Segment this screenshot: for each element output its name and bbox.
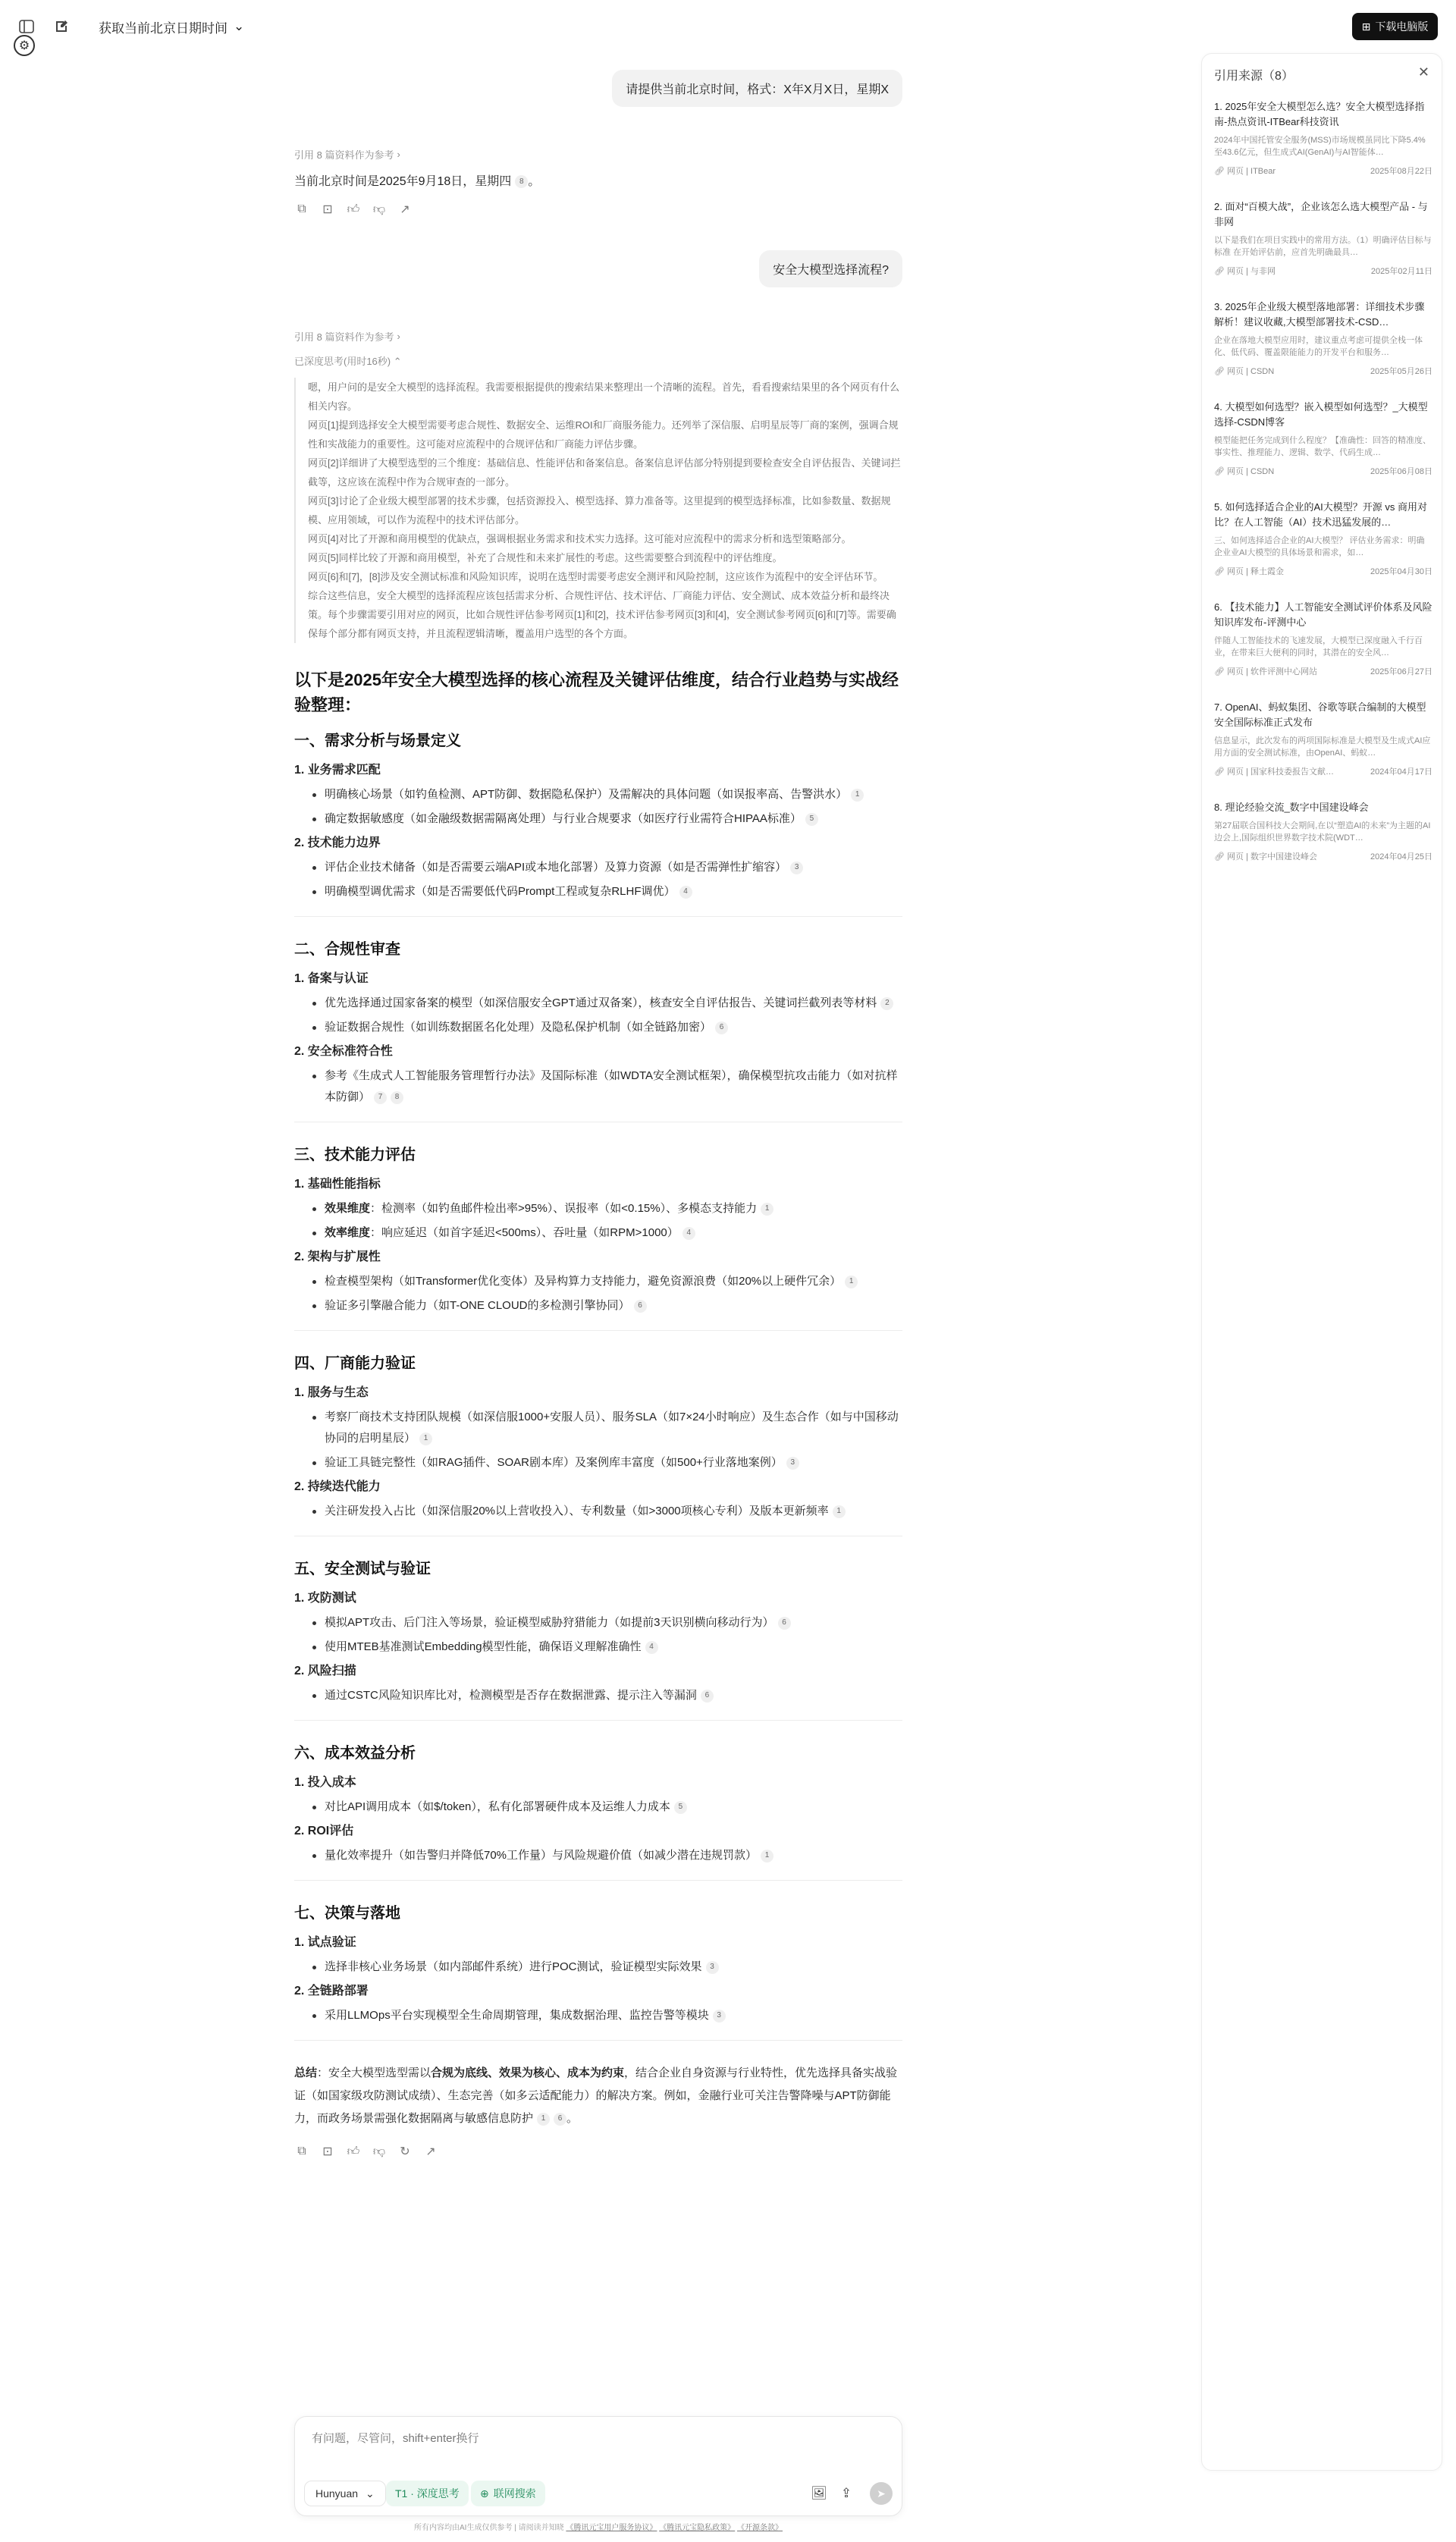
source-item[interactable] [1214,300,1432,377]
subsection-title: 1. 基础性能指标 [294,1178,381,1191]
source-title: 4. 大模型如何选型？嵌入模型如何选型？_大模型选择-CSDN博客 [1214,401,1428,428]
think-paragraph: 嗯，用户问的是安全大模型的选择流程。我需要根据提供的搜索结果来整理出一个清晰的流程。首先，看看搜索结果里的各个网页有什么相关内容。 [308,381,900,412]
list-item-text: 参考《生成式人工智能服务管理暂行办法》及国际标准（如WDTA安全测试框架），确保模型抗攻击能力（如对抗样本防御） [325,1069,898,1103]
list-item [294,808,902,830]
web-search-toggle-button[interactable]: ⊕ 联网搜索 [471,2481,545,2506]
list-item-text: 验证工具链完整性（如RAG插件、SOAR剧本库）及案例库丰富度（如500+行业落地案例） [325,1456,783,1469]
source-meta [1214,565,1432,577]
list-item [294,1407,902,1449]
list-item [294,784,902,805]
section-title: 三、技术能力评估 [294,1147,416,1163]
list-item-text: 采用LLMOps平台实现模型全生命周期管理，集成数据治理、监控告警等模块 [325,2009,709,2022]
thumbs-up-icon[interactable]: 👍︎ [347,2145,360,2158]
list-item-text: 评估企业技术储备（如是否需要云端API或本地化部署）及算力资源（如是否需弹性扩缩容） [325,861,787,874]
copy-icon[interactable]: ⧉ [297,2145,306,2158]
opensource-link[interactable]: 《开源条款》 [736,2524,783,2532]
source-type: 网页 [1227,367,1244,376]
close-icon[interactable]: ✕ [1417,64,1429,80]
chat-input-box [294,2416,902,2516]
source-type: 网页 [1227,667,1244,676]
globe-icon: ⊕ [480,2487,489,2500]
source-site-name: 国家科技委报告文献… [1250,767,1335,777]
source-date: 2025年08月22日 [1370,167,1432,176]
link-icon: 🔗︎ [1214,667,1228,676]
source-type: 网页 [1227,852,1244,861]
chat-input[interactable] [312,2432,843,2445]
list-item [294,1222,902,1244]
think-paragraph: 网页[3]讨论了企业级大模型部署的技术步骤，包括资源投入、模型选择、算力准备等。这里提到的模型选择标准，比如参数量、数据规模、应用领域，可以作为流程中的技术评估部分。 [308,495,891,526]
citation-badge[interactable]: 6 [634,1300,647,1313]
section-title: 二、合规性审查 [294,941,400,958]
list-item [294,1295,902,1317]
source-meta [1214,765,1432,777]
section-divider [294,916,902,917]
source-type: 网页 [1227,467,1244,476]
source-title: 8. 理论经验交流_数字中国建设峰会 [1214,802,1369,813]
citation-badge[interactable]: 3 [790,861,803,874]
list-item-text: 明确核心场景（如钓鱼检测、APT防御、数据隐私保护）及需解决的具体问题（如误报率高、告警洪水） [325,788,848,801]
list-item-bold: 效果维度 [325,1202,371,1215]
section-title: 四、厂商能力验证 [294,1355,416,1372]
citation-badge[interactable]: 4 [645,1641,658,1654]
chevron-up-icon: ⌃ [393,356,402,367]
chevron-right-icon: › [397,331,400,342]
citation-badge[interactable]: 1 [761,1850,774,1863]
list-item [294,1685,902,1706]
source-site-name: 释土霞金 [1250,567,1285,576]
top-bar [0,0,1198,53]
source-site: 🔗︎ 网页 | 数字中国建设峰会 [1214,852,1318,861]
think-paragraph: 网页[4]对比了开源和商用模型的优缺点，强调根据业务需求和技术实力选择。这可能对应流程中的需求分析和选型策略部分。 [308,533,852,544]
think-paragraph: 网页[5]同样比较了开源和商用模型，补充了合规性和未来扩展性的考虑。这些需要整合到流程中的评估维度。 [308,552,783,563]
list-item-text: 验证多引擎融合能力（如T-ONE CLOUD的多检测引擎协同） [325,1299,630,1312]
citation-badge[interactable]: 3 [713,2010,726,2023]
source-item[interactable] [1214,600,1432,677]
source-title: 2. 面对“百模大战”，企业该怎么选大模型产品 - 与非网 [1214,201,1428,228]
source-site: 🔗︎ 网页 | 国家科技委报告文献… [1214,767,1335,777]
answer-headline: 以下是2025年安全大模型选择的核心流程及关键评估维度，结合行业趋势与实战经验整理： [294,670,899,714]
list-item-text: 验证数据合规性（如训练数据匿名化处理）及隐私保护机制（如全链路加密） [325,1021,712,1034]
citation-badge[interactable]: 3 [786,1457,799,1470]
image-upload-icon[interactable]: 🖼︎ [811,2486,827,2500]
citation-badge[interactable]: 1 [845,1276,858,1288]
list-item-text: 明确模型调优需求（如是否需要低代码Prompt工程或复杂RLHF调优） [325,885,676,898]
citation-badge[interactable]: 5 [674,1801,687,1814]
sources-title: 引用来源（8） [1214,70,1294,83]
subsection-title: 2. ROI评估 [294,1825,354,1837]
chevron-right-icon: › [397,149,400,160]
chevron-down-icon: ⌄ [366,2487,375,2500]
section-divider [294,1880,902,1881]
citation-badge[interactable]: 5 [805,813,818,826]
source-meta [1214,665,1432,677]
source-site-name: 数字中国建设峰会 [1250,852,1318,861]
list-item [294,1797,902,1818]
citation-badge[interactable]: 3 [706,1961,719,1974]
citation-badge[interactable]: 1 [419,1433,432,1445]
list-item [294,1271,902,1292]
message-actions [294,202,413,217]
assistant-answer: 当前北京时间是2025年9月18日，星期四 8 。 [294,175,541,188]
list-item-text: 效果维度：检测率（如钓鱼邮件检出率>95%）、误报率（如<0.15%）、多模态支持能力 [325,1202,758,1215]
list-item [294,857,902,878]
link-icon: 🔗︎ [1214,852,1228,861]
list-item [294,1957,902,1978]
list-item-text: 优先选择通过国家备案的模型（如深信服安全GPT通过双备案），核查安全自评估报告、关键词拦截列表等材料 [325,996,877,1009]
subsection-title: 1. 攻防测试 [294,1592,356,1605]
list-item [294,1452,902,1473]
source-title: 7. OpenAI、蚂蚁集团、谷歌等联合编制的大模型安全国际标准正式发布 [1214,701,1426,728]
reference-toggle[interactable]: 引用 8 篇资料作为参考 › [294,331,400,343]
source-item[interactable] [1214,500,1432,577]
regenerate-icon[interactable]: ↻ [400,2145,410,2158]
source-date: 2025年04月30日 [1370,567,1432,576]
citation-badge[interactable]: 6 [778,1617,791,1630]
section-divider [294,1330,902,1331]
source-site-name: 与非网 [1250,267,1276,276]
list-item [294,881,902,902]
terms-link[interactable]: 《腾讯元宝用户服务协议》 [566,2524,657,2532]
citation-badge[interactable]: 6 [715,1022,728,1034]
source-date: 2025年05月26日 [1370,367,1432,376]
section-title: 五、安全测试与验证 [294,1561,431,1577]
link-icon: 🔗︎ [1214,467,1228,476]
source-type: 网页 [1227,167,1244,176]
source-type: 网页 [1227,767,1244,777]
subsection-title: 1. 业务需求匹配 [294,764,381,777]
list-item-text: 考察厂商技术支持团队规模（如深信服1000+安服人员）、服务SLA（如7×24小时响应）及生态合作（如与中国移动协同的启明星辰） [325,1411,899,1445]
sources-panel [1201,53,1442,2471]
think-paragraph: 网页[1]提到选择安全大模型需要考虑合规性、数据安全、运维ROI和厂商服务能力。还列举了深信服、启明星辰等厂商的案例，强调合规性和实战能力的重要性。这可能对应流程中的合规评估和厂商能力评估步骤。 [308,419,899,450]
thumbs-down-icon[interactable]: 👎︎ [372,202,386,216]
footer-disclaimer: 所有内容均由AI生成仅供参考 | 请阅读并知晓 《腾讯元宝用户服务协议》 《腾讯元宝隐私政策》 《开源条款》 [414,2524,783,2532]
list-item [294,1017,902,1038]
share-icon[interactable]: ↗ [400,203,410,216]
user-message: 安全大模型选择流程? [759,250,902,287]
thumbs-up-icon[interactable]: 👍︎ [347,202,360,216]
section-divider [294,2040,902,2041]
list-item [294,993,902,1014]
list-item-text: 确定数据敏感度（如金融级数据需隔离处理）与行业合规要求（如医疗行业需符合HIPAA标准） [325,812,802,825]
source-item[interactable] [1214,700,1432,777]
citation-badge[interactable]: 8 [515,175,528,188]
source-site: 🔗︎ 网页 | ITBear [1214,167,1276,176]
source-site: 🔗︎ 网页 | 释土霞金 [1214,567,1285,576]
source-site-name: CSDN [1250,467,1275,476]
source-date: 2024年04月25日 [1370,852,1432,861]
conversation-title-dropdown[interactable] [99,17,244,36]
citation-badge[interactable]: 4 [679,886,692,899]
think-paragraph: 网页[2]详细讲了大模型选型的三个维度：基础信息、性能评估和备案信息。备案信息评估部分特别提到要检查安全自评估报告、关键词拦截等，这应该在流程中作为合规审查的一部分。 [308,457,901,488]
link-icon: 🔗︎ [1214,367,1228,376]
source-item[interactable] [1214,99,1432,177]
source-meta [1214,165,1432,177]
chat-area [294,53,902,2542]
section-title: 七、决策与落地 [294,1905,400,1922]
think-paragraph: 网页[6]和[7]，[8]涉及安全测试标准和风险知识库，说明在选型时需要考虑安全测评和风险控制，这应该作为流程中的安全评估环节。 [308,571,883,582]
source-title: 5. 如何选择适合企业的AI大模型？开源 vs 商用对比？在人工智能（AI）技术迅猛发展的… [1214,501,1427,528]
list-item [294,1845,902,1866]
source-snippet: 伴随人工智能技术的飞速发展，大模型已深度融入千行百业，在带来巨大便利的同时，其潜在的安全风… [1214,636,1423,657]
list-item-text: 模拟APT攻击、后门注入等场景，验证模型威胁狩猎能力（如提前3天识别横向移动行为） [325,1616,774,1629]
list-item-text: 选择非核心业务场景（如内部邮件系统）进行POC测试，验证模型实际效果 [325,1960,702,1973]
source-site-name: 软件评测中心网站 [1250,667,1318,676]
source-site: 🔗︎ 网页 | 软件评测中心网站 [1214,667,1318,676]
conversation-title: 获取当前北京日期时间 [99,20,228,36]
bookmark-icon[interactable]: ⊡ [322,2145,333,2158]
sidebar-toggle-icon[interactable] [17,17,36,36]
privacy-link[interactable]: 《腾讯元宝隐私政策》 [659,2524,736,2532]
citation-badge[interactable]: 6 [554,2113,566,2126]
link-icon: 🔗︎ [1214,567,1228,576]
citation-badge[interactable]: 1 [537,2113,550,2126]
citation-badge[interactable]: 6 [701,1690,714,1703]
reference-toggle[interactable]: 引用 8 篇资料作为参考 › [294,149,400,161]
citation-badge[interactable]: 8 [391,1091,403,1104]
source-snippet: 模型能把任务完成到什么程度？【准确性：回答的精准度、事实性、推理能力、逻辑、数学、代码生成… [1214,436,1431,457]
source-meta [1214,265,1432,277]
source-site: 🔗︎ 网页 | 与非网 [1214,267,1276,276]
subsection-title: 2. 风险扫描 [294,1665,356,1677]
list-item [294,1198,902,1219]
source-title: 3. 2025年企业级大模型落地部署：详细技术步骤解析！建议收藏,大模型部署技术-CSD… [1214,301,1425,328]
citation-badge[interactable]: 2 [880,997,893,1010]
section-title: 一、需求分析与场景定义 [294,733,461,749]
section-divider [294,1720,902,1721]
source-site: 🔗︎ 网页 | CSDN [1214,467,1275,476]
send-button[interactable]: ➤ [870,2482,893,2505]
source-snippet: 2024年中国托管安全服务(MSS)市场规模虽同比下降5.4%至43.6亿元，但生成式AI(GenAI)与AI智能体… [1214,136,1426,157]
source-item[interactable] [1214,800,1432,862]
chevron-down-icon: ⌄ [234,19,245,33]
list-item-bold: 效率维度 [325,1226,371,1239]
windows-icon: ⊞ [1361,20,1371,33]
subsection-title: 2. 架构与扩展性 [294,1251,381,1263]
list-item [294,2005,902,2026]
thumbs-down-icon[interactable]: 👎︎ [372,2145,386,2158]
file-upload-icon[interactable]: ⇪ [840,2486,852,2500]
subsection-title: 2. 持续迭代能力 [294,1480,381,1493]
list-item-text: 检查模型架构（如Transformer优化变体）及异构算力支持能力，避免资源浪费（如20%以上硬件冗余） [325,1275,842,1288]
list-item-text: 效率维度：响应延迟（如首字延迟<500ms）、吞吐量（如RPM>1000） [325,1226,679,1239]
bookmark-icon[interactable]: ⊡ [322,203,333,216]
think-paragraph: 综合这些信息，安全大模型的选择流程应该包括需求分析、合规性评估、技术评估、厂商能力评估、安全测试、成本效益分析和最终决策。每个步骤需要引用对应的网页，比如合规性评估参考网页[1]和[2]，技术评估参考网页[3]和[4]，安全测试参考网页[6]和[7]等。需要确保每个部分都有网页支持，并且流程逻辑清晰，覆盖用户选型的各个方面。 [308,590,896,639]
source-type: 网页 [1227,267,1244,276]
source-meta [1214,365,1432,377]
subsection-title: 2. 技术能力边界 [294,836,381,849]
answer-summary: 总结：安全大模型选型需以合规为底线、效果为核心、成本为约束，结合企业自身资源与行业特性，优先选择具备实战验证（如国家级攻防测试成绩）、生态完善（如多云适配能力）的解决方案。例如，金融行业可关注告警降噪与APT防御能力，而政务场景需强化数据隔离与敏感信息防护 1 6 。 [294,2067,898,2125]
list-item-text: 对比API调用成本（如$/token），私有化部署硬件成本及运维人力成本 [325,1800,670,1813]
source-site-name: CSDN [1250,367,1275,376]
source-item[interactable] [1214,199,1432,277]
list-item [294,1637,902,1658]
source-meta [1214,850,1432,862]
list-item-text: 使用MTEB基准测试Embedding模型性能，确保语义理解准确性 [325,1640,642,1653]
source-site: 🔗︎ 网页 | CSDN [1214,367,1275,376]
source-date: 2025年06月27日 [1370,667,1432,676]
thinking-process [294,378,902,643]
source-title: 1. 2025年安全大模型怎么选？安全大模型选择指南-热点资讯-ITBear科技资讯 [1214,101,1425,127]
source-date: 2024年04月17日 [1370,767,1432,777]
source-meta [1214,465,1432,477]
subsection-title: 1. 备案与认证 [294,972,369,985]
section-title: 六、成本效益分析 [294,1745,416,1762]
link-icon: 🔗︎ [1214,767,1228,777]
copy-icon[interactable]: ⧉ [297,202,306,215]
source-item[interactable] [1214,400,1432,477]
list-item-text: 关注研发投入占比（如深信服20%以上营收投入）、专利数量（如>3000项核心专利）及版本更新频率 [325,1505,829,1517]
citation-badge[interactable]: 7 [374,1091,387,1104]
assistant-answer [294,667,902,2159]
list-item [294,1065,902,1108]
model-selector[interactable]: Hunyuan ⌄ [304,2481,386,2506]
source-title: 6. 【技术能力】人工智能安全测试评价体系及风险知识库发布-评测中心 [1214,601,1432,628]
source-snippet: 企业在落地大模型应用时，建议重点考虑可提供全栈一体化、低代码、覆盖限能能力的开发平台和服务… [1214,336,1423,357]
deep-think-toggle-button[interactable]: T1 · 深度思考 [386,2481,469,2506]
list-item-text: 通过CSTC风险知识库比对，检测模型是否存在数据泄露、提示注入等漏洞 [325,1689,697,1702]
source-snippet: 三、如何选择适合企业的AI大模型？ 评估业务需求：明确企业业AI大模型的具体场景和需求，如… [1214,536,1425,557]
citation-badge[interactable]: 4 [682,1227,695,1240]
subsection-title: 2. 全链路部署 [294,1985,369,1998]
source-site-name: ITBear [1250,167,1276,176]
citation-badge[interactable]: 1 [761,1203,774,1216]
new-chat-icon[interactable] [52,17,71,36]
gear-icon[interactable]: ⚙ [14,35,35,56]
source-date: 2025年06月08日 [1370,467,1432,476]
list-item [294,1501,902,1522]
subsection-title: 1. 服务与生态 [294,1386,369,1399]
source-date: 2025年02月11日 [1370,267,1432,276]
citation-badge[interactable]: 1 [851,789,864,802]
message-actions [294,2144,902,2159]
source-snippet: 以下是我们在项目实践中的常用方法。（1）明确评估目标与标准 在开始评估前，应首先明确最具… [1214,236,1432,257]
subsection-title: 1. 试点验证 [294,1936,356,1949]
subsection-title: 2. 安全标准符合性 [294,1045,393,1058]
citation-badge[interactable]: 1 [833,1505,846,1518]
source-snippet: 第27届联合国科技大会期间,在以“塑造AI的未来”为主题的AI边会上,国际组织世界数字技术院(WDT… [1214,821,1431,843]
subsection-title: 1. 投入成本 [294,1776,356,1789]
source-type: 网页 [1227,567,1244,576]
user-message: 请提供当前北京时间，格式：X年X月X日，星期X [612,70,902,107]
list-item [294,1612,902,1633]
list-item-text: 量化效率提升（如告警归并降低70%工作量）与风险规避价值（如减少潜在违规罚款） [325,1849,758,1862]
link-icon: 🔗︎ [1214,267,1228,276]
link-icon: 🔗︎ [1214,167,1228,176]
download-desktop-button[interactable]: ⊞ 下载电脑版 [1352,13,1438,40]
source-snippet: 信息显示，此次发布的两项国际标准是大模型及生成式AI应用方面的安全测试标准，由OpenAI、蚂蚁… [1214,736,1431,758]
deep-think-toggle[interactable]: 已深度思考(用时16秒) ⌃ [294,356,402,367]
share-icon[interactable]: ↗ [425,2145,436,2158]
